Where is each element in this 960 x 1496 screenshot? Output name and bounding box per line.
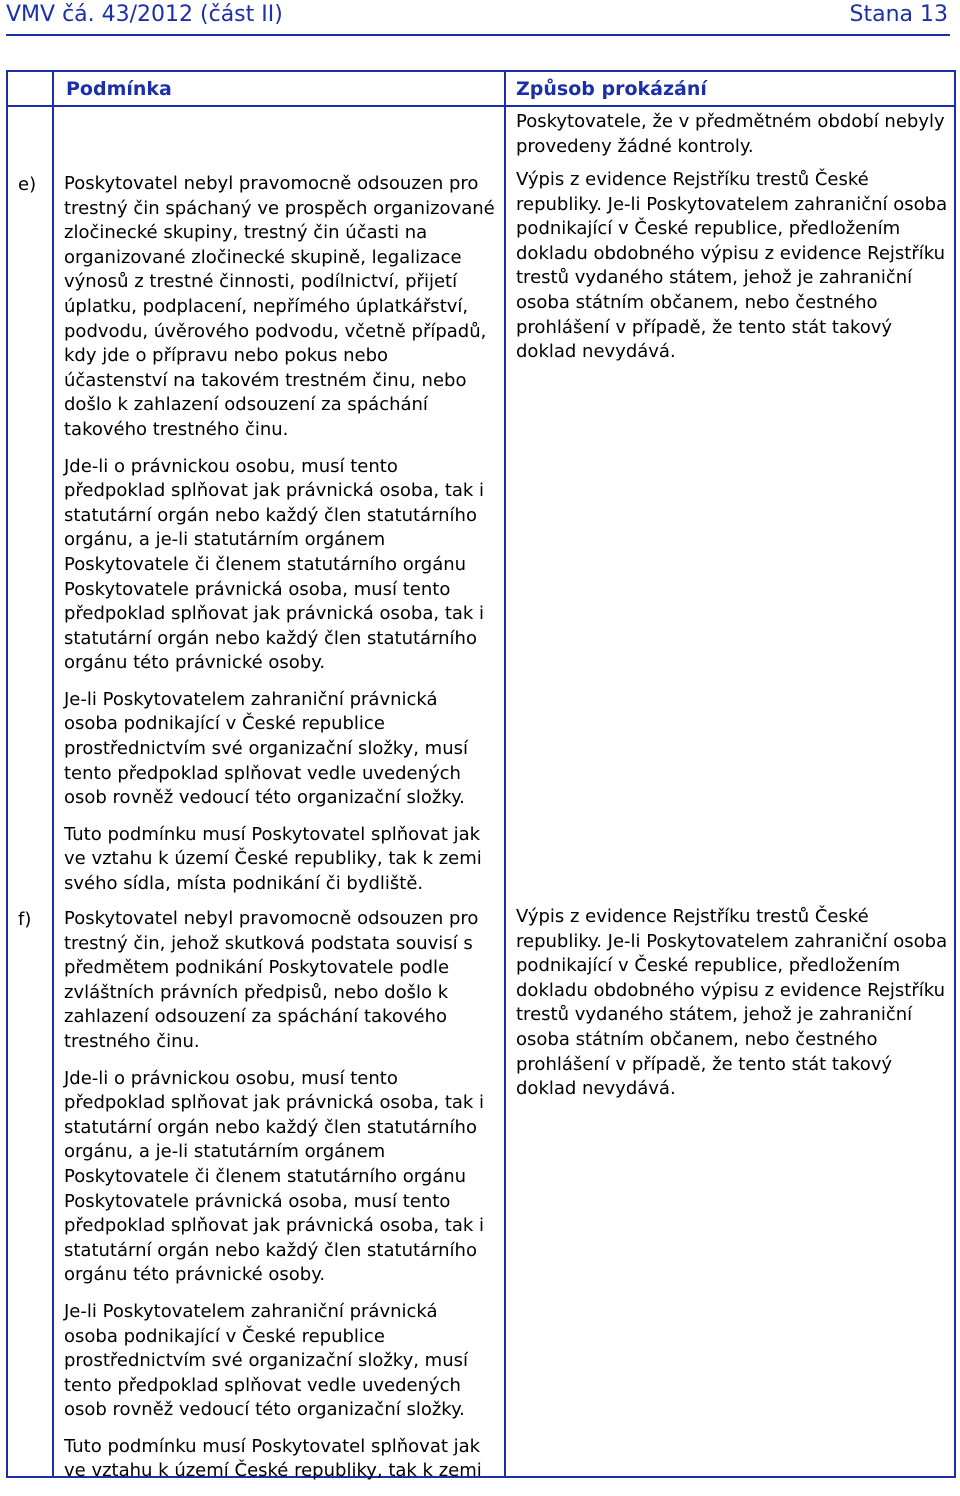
- column-header-condition: Podmínka: [66, 78, 172, 100]
- row-f-condition-paragraph-1: Poskytovatel nebyl pravomocně odsouzen pro trestný čin, jehož skutková podstata souvisí s předmětem podnikání Poskytovatele podle zvláštních právních předpisů, nebo došlo k zahlazení odsouzení za spáchání takového trestného činu.: [64, 908, 479, 1052]
- row-e-condition: [64, 172, 496, 909]
- carryover-proof-text: [516, 110, 952, 171]
- row-letter-f: f): [18, 909, 32, 930]
- row-e-condition-paragraph-4: Tuto podmínku musí Poskytovatel splňovat jak ve vztahu k území České republiky, tak k zemi svého sídla, místa podnikání či bydliště.: [64, 823, 482, 895]
- row-f-condition-paragraph-3: Je-li Poskytovatelem zahraniční právnická osoba podnikající v České republice prostřednictvím své organizační složky, musí tento předpoklad splňovat vedle uvedených osob rovněž vedoucí této organizační složky.: [64, 1300, 468, 1421]
- row-f-proof: [516, 905, 952, 1114]
- row-e-proof-paragraph: Výpis z evidence Rejstříku trestů České republiky. Je-li Poskytovatelem zahraniční osoba podnikající v České republice, předložením dokladu obdobného výpisu z evidence Rejstříku trestů vydaného státem, jehož je zahraniční osoba státním občanem, nebo čestného prohlášení v případě, že tento stát takový doklad nevydává.: [516, 169, 948, 363]
- running-header: [6, 0, 950, 30]
- page-number: Stana 13: [849, 2, 948, 27]
- carryover-proof-paragraph: Poskytovatele, že v předmětném období nebyly provedeny žádné kontroly.: [516, 111, 945, 157]
- column-divider-proof: [504, 72, 506, 1476]
- header-row-rule: [8, 105, 954, 107]
- journal-issue: VMV čá. 43/2012 (část II): [6, 2, 283, 27]
- row-e-condition-paragraph-1: Poskytovatel nebyl pravomocně odsouzen pro trestný čin spáchaný ve prospěch organizované zločinecké skupiny, trestný čin účasti na organizované zločinecké skupině, legalizace výnosů z trestné činnosti, podílnictví, přijetí úplatku, podplacení, nepřímého úplatkářství, podvodu, úvěrového podvodu, včetně případů, kdy jde o přípravu nebo pokus nebo účastenství na takovém trestném činu, nebo došlo k zahlazení odsouzení za spáchání takového trestného činu.: [64, 173, 495, 440]
- row-f-proof-paragraph: Výpis z evidence Rejstříku trestů České republiky. Je-li Poskytovatelem zahraniční osoba podnikající v České republice, předložením dokladu obdobného výpisu z evidence Rejstříku trestů vydaného státem, jehož je zahraniční osoba státním občanem, nebo čestného prohlášení v případě, že tento stát takový doklad nevydává.: [516, 906, 948, 1100]
- header-rule: [6, 34, 950, 36]
- row-f-condition-paragraph-4: Tuto podmínku musí Poskytovatel splňovat jak ve vztahu k území České republiky, tak k zemi: [64, 1435, 482, 1482]
- row-f-condition-paragraph-2: Jde-li o právnickou osobu, musí tento předpoklad splňovat jak právnická osoba, tak i statutární orgán nebo každý člen statutárního orgánu, a je-li statutárním orgánem Poskytovatele či členem statutárního orgánu Poskytovatele právnická osoba, musí tento předpoklad splňovat jak právnická osoba, tak i statutární orgán nebo každý člen statutárního orgánu této právnické osoby.: [64, 1067, 485, 1286]
- column-divider-letter: [52, 72, 54, 1476]
- column-header-proof: Způsob prokázání: [516, 78, 707, 100]
- row-e-condition-paragraph-3: Je-li Poskytovatelem zahraniční právnická osoba podnikající v České republice prostřednictvím své organizační složky, musí tento předpoklad splňovat vedle uvedených osob rovněž vedoucí této organizační složky.: [64, 688, 468, 809]
- row-e-proof: [516, 168, 952, 377]
- row-e-condition-paragraph-2: Jde-li o právnickou osobu, musí tento předpoklad splňovat jak právnická osoba, tak i statutární orgán nebo každý člen statutárního orgánu, a je-li statutárním orgánem Poskytovatele či členem statutárního orgánu Poskytovatele právnická osoba, musí tento předpoklad splňovat jak právnická osoba, tak i statutární orgán nebo každý člen statutárního orgánu této právnické osoby.: [64, 455, 485, 674]
- row-letter-e: e): [18, 174, 37, 195]
- row-f-condition: [64, 907, 496, 1496]
